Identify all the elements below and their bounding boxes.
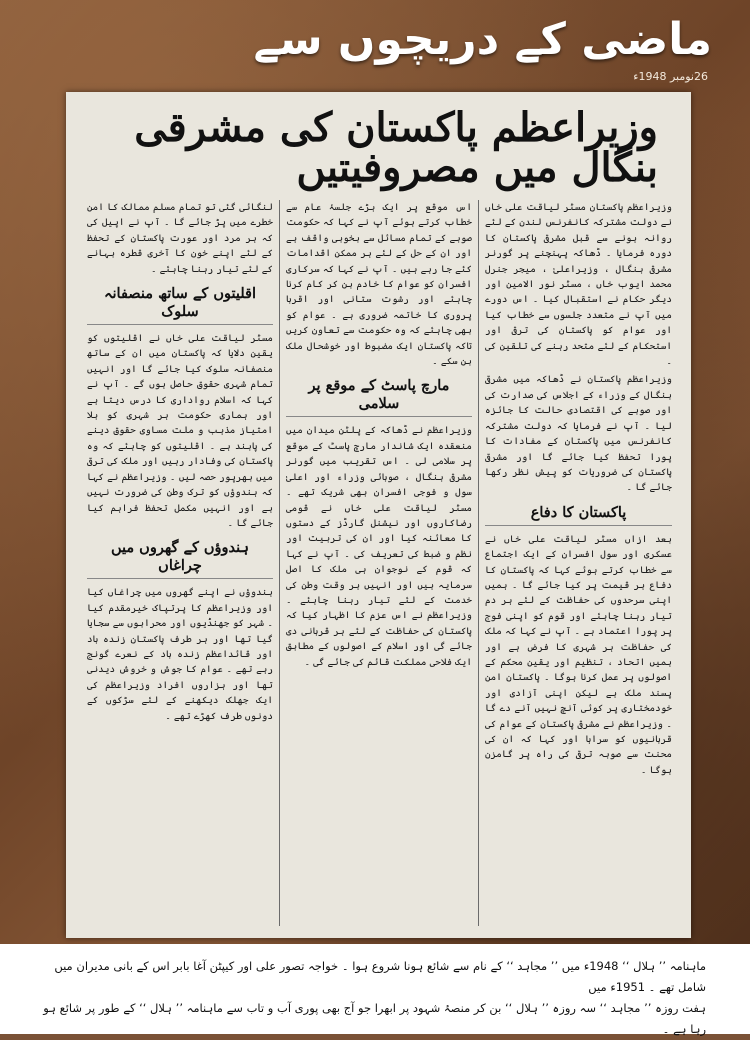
caption-line: ماہنامہ ’’ ہلال ‘‘ 1948ء میں ’’ مجاہد ‘‘ کے نام سے شائع ہونا شروع ہوا ۔ خواجہ تصور علی اور کیپٹن آغا بابر اس کے بانی مدیران میں شامل تھے ۔ 1951ء میں xyxy=(54,959,706,994)
section-subhead: اقلیتوں کے ساتھ منصفانہ سلوک xyxy=(87,285,273,325)
article-paragraph: مسٹر لیاقت علی خاں نے اقلیتوں کو یقین دلایا کہ پاکستان میں ان کے ساتھ منصفانہ سلوک کیا جائے گا اور انہیں تمام شہری حقوق حاصل ہوں گے ۔ آپ نے کہا کہ اسلام رواداری کا درس دیتا ہے اور ہماری حکومت ہر شہری کو بلا امتیاز مذہب و ملت مساوی حقوق دینے کی پابند ہے ۔ اقلیتوں کو چاہئے کہ وہ پاکستان کی وفادار رہیں اور ملک کی ترقی میں بھرپور حصہ لیں ۔ وزیراعظم نے کہا کہ ہندوؤں کو ترک وطن کی ضرورت نہیں ہے اور انہیں مکمل تحفظ فراہم کیا جائے گا ۔ xyxy=(87,333,273,529)
caption-box xyxy=(0,944,750,1034)
section-subhead: ہندوؤں کے گھروں میں چراغاں xyxy=(87,539,273,579)
article-paragraph: وزیراعظم نے ڈھاکہ کے پلٹن میدان میں منعقدہ ایک شاندار مارچ پاسٹ کے موقع پر سلامی لی ۔ اس تقریب میں گورنر مشرقی بنگال ، صوبائی وزراء اور اعلیٰ سول و فوجی افسران بھی شریک تھے ۔ مسٹر لیاقت علی خاں نے قومی رضاکاروں اور نیشنل گارڈز کے دستوں کا معائنہ کیا اور ان کی تربیت اور نظم و ضبط کی تعریف کی ۔ آپ نے کہا کہ قوم کے نوجوان ہی ملک کا اصل سرمایہ ہیں اور انہیں ہر وقت وطن کی خدمت کے لئے تیار رہنا چاہئے ۔ وزیراعظم نے اس عزم کا اظہار کیا کہ پاکستان کی حفاظت کے لئے ہر قربانی دی جائے گی اور اسلام کے اصولوں کے مطابق ایک فلاحی مملکت قائم کی جائے گی ۔ xyxy=(286,425,472,668)
clipping-headline: وزیراعظم پاکستان کی مشرقی بنگال میں مصروفیتیں xyxy=(134,104,658,191)
clipping-date: 26نومبر 1948ء xyxy=(633,70,708,83)
article-column-left xyxy=(81,200,280,926)
article-paragraph: بعد ازاں مسٹر لیاقت علی خاں نے عسکری اور سول افسران کے ایک اجتماع سے خطاب کرتے ہوئے کہا کہ پاکستان کا دفاع ہر قیمت پر کیا جائے گا ۔ ہمیں اپنی سرحدوں کی حفاظت کے لئے ہر دم تیار رہنا چاہئے اور قوم کو اپنی فوج پر پورا اعتماد ہے ۔ آپ نے کہا کہ ملک کی حفاظت ہر شہری کا فرض ہے اور ہمیں اتحاد ، تنظیم اور یقین محکم کے اصولوں پر عمل کرنا ہوگا ۔ پاکستان امن پسند ملک ہے لیکن اپنی آزادی اور خودمختاری پر کوئی آنچ نہیں آنے دے گا ۔ وزیراعظم نے مشرقی پاکستان کے عوام کی قربانیوں کو سراہا اور کہا کہ ان کی محنت سے صوبہ ترقی کی راہ پر گامزن ہوگا ۔ xyxy=(485,533,672,776)
article-paragraph: لنگائی گئی تو تمام مسلم ممالک کا امن خطرے میں پڑ جائے گا ۔ آپ نے اپیل کی کہ ہر مرد اور عورت پاکستان کے تحفظ کے لئے اپنے خون کا آخری قطرہ بہانے کے لئے تیار رہنا چاہئے ۔ xyxy=(87,202,273,275)
article-paragraph: وزیراعظم پاکستان مسٹر لیاقت علی خاں نے دولت مشترکہ کانفرنس لندن کے لئے روانہ ہونے سے قبل مشرقی پاکستان کا دورہ فرمایا ۔ ڈھاکہ پہنچنے پر گورنر مشرقی بنگال ، وزیراعلیٰ ، میجر جنرل محمد ایوب خاں ، مسٹر نور الامین اور دیگر حکام نے استقبال کیا ۔ اس دورے میں آپ نے متعدد جلسوں سے خطاب کیا اور عوام کو پاکستان کی ترقی اور استحکام کے لئے متحد رہنے کی تلقین کی ۔ xyxy=(485,202,672,368)
article-paragraph: اس موقع پر ایک بڑے جلسۂ عام سے خطاب کرتے ہوئے آپ نے کہا کہ حکومت صوبے کے تمام مسائل سے بخوبی واقف ہے اور ان کے حل کے لئے ہر ممکن اقدامات کئے جا رہے ہیں ۔ آپ نے کہا کہ سرکاری افسران کو عوام کا خادم بن کر کام کرنا چاہئے اور رشوت ستانی اور اقربا پروری کا خاتمہ ضروری ہے ۔ عوام کو بھی چاہئے کہ وہ حکومت سے تعاون کریں تاکہ پاکستان ایک مضبوط اور خوشحال ملک بن سکے ۔ xyxy=(286,202,472,368)
article-paragraph: وزیراعظم پاکستان نے ڈھاکہ میں مشرقی بنگال کے وزراء کے اجلاس کی صدارت کی اور صوبے کی اقتصادی حالت کا جائزہ لیا ۔ آپ نے فرمایا کہ دولت مشترکہ کانفرنس میں پاکستان کے مفادات کا پورا تحفظ کیا جائے گا اور مشرقی پاکستان کی ضروریات کو پیش نظر رکھا جائے گا ۔ xyxy=(485,374,672,494)
article-paragraph: ہندوؤں نے اپنے گھروں میں چراغاں کیا اور وزیراعظم کا پرتپاک خیرمقدم کیا ۔ شہر کو جھنڈیوں اور محرابوں سے سجایا گیا تھا اور ہر طرف پاکستان زندہ باد اور قائداعظم زندہ باد کے نعرے گونج رہے تھے ۔ عوام کا جوش و خروش دیدنی تھا اور ہزاروں افراد وزیراعظم کی ایک جھلک دیکھنے کے لئے سڑکوں کے دونوں طرف کھڑے تھے ۔ xyxy=(87,587,273,722)
article-column-middle xyxy=(280,200,479,926)
article-column-right xyxy=(479,200,678,926)
newspaper-clipping xyxy=(66,92,691,938)
caption-line: ہفت روزہ ’’ مجاہد ‘‘ سہ روزہ ’’ ہلال ‘‘ بن کر منصۂ شہود پر ابھرا جو آج بھی پوری آب و تاب سے ماہنامہ ’’ ہلال ‘‘ کے طور پر شائع ہو رہا ہے ۔ xyxy=(43,1001,706,1036)
article-columns xyxy=(80,200,678,926)
section-subhead: مارچ پاسٹ کے موقع پر سلامی xyxy=(286,377,472,417)
section-subhead: پاکستان کا دفاع xyxy=(485,504,672,526)
page-title: ماضی کے دریچوں سے xyxy=(253,14,712,65)
